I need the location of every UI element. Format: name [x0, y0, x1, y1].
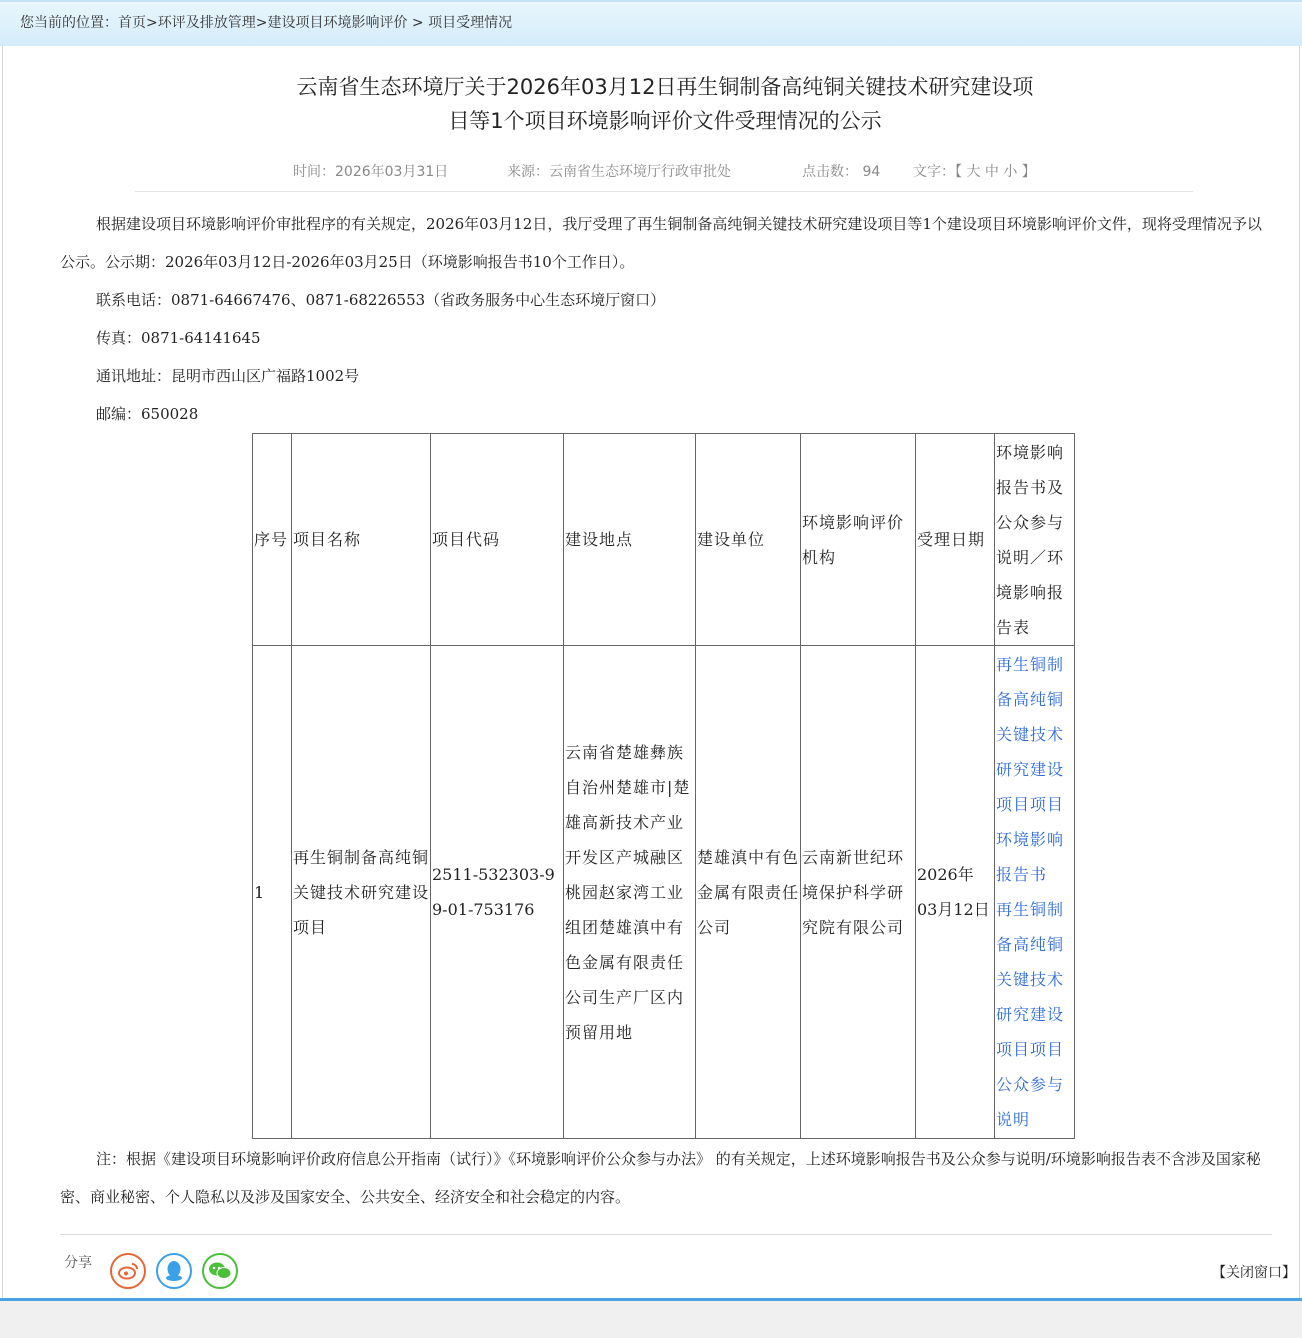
header-cell: 环境影响报告书及公众参与说明／环境影响报告表 [995, 434, 1075, 646]
public-participation-link[interactable]: 再生铜制备高纯铜关键技术研究建设项目项目公众参与说明 [996, 900, 1065, 1129]
construction-unit: 楚雄滇中有色金属有限责任公司 [696, 646, 801, 1139]
page-bottom-bar [0, 1298, 1302, 1338]
share-label: 分享 [64, 1255, 92, 1271]
wechat-icon[interactable] [202, 1253, 238, 1289]
eia-report-link[interactable]: 再生铜制备高纯铜关键技术研究建设项目项目环境影响报告书 [996, 655, 1065, 884]
breadcrumb-prefix: 您当前的位置： [20, 15, 118, 31]
article-meta [135, 158, 1193, 192]
footnote-text: 注：根据《建设项目环境影响评价政府信息公开指南（试行）》《环境影响评价公众参与办法》 的有关规定，上述环境影响报告书及公众参与说明/环境影响报告表不含涉及国家秘密、商业秘密、个人隐私以及涉及国家安全、公共安全、经济安全和社会稳定的内容。 [60, 1150, 1261, 1206]
page-title [240, 70, 1090, 138]
document-links [995, 646, 1075, 1139]
contact-postcode: 邮编：650028 [96, 405, 199, 423]
breadcrumb [0, 0, 1302, 46]
breadcrumb-home-link[interactable]: 首页 [118, 15, 146, 31]
qq-icon[interactable] [156, 1253, 192, 1289]
project-location: 云南省楚雄彝族自治州楚雄市|楚雄高新技术产业开发区产城融区桃园赵家湾工业组团楚雄滇中有色金属有限责任公司生产厂区内预留用地 [564, 646, 696, 1139]
project-name: 再生铜制备高纯铜关键技术研究建设项目 [292, 646, 431, 1139]
footnote [60, 1140, 1275, 1216]
article-body [60, 205, 1270, 433]
breadcrumb-current-link[interactable]: 项目受理情况 [428, 15, 513, 31]
contact-address: 通讯地址：昆明市西山区广福路1002号 [96, 367, 360, 385]
click-count: 点击数： 94 [802, 164, 881, 180]
acceptance-date: 2026年03月12日 [916, 646, 995, 1139]
weibo-icon[interactable] [110, 1253, 146, 1289]
project-table [252, 433, 1075, 1139]
weibo-icon-glyph [117, 1262, 139, 1280]
breadcrumb-separator: > [255, 15, 268, 31]
qq-icon-glyph [164, 1259, 184, 1283]
header-cell: 建设单位 [696, 434, 801, 646]
font-size-selector[interactable]: 文字：【 大 中 小 】 [913, 164, 1036, 180]
contact-phone: 联系电话：0871-64667476、0871-68226553（省政务服务中心生态环境厅窗口） [96, 291, 666, 309]
wechat-icon-glyph [208, 1261, 232, 1281]
publish-time: 时间：2026年03月31日 [293, 164, 449, 180]
breadcrumb-separator: > [146, 15, 158, 31]
header-cell: 建设地点 [564, 434, 696, 646]
contact-fax: 传真：0871-64141645 [96, 329, 261, 347]
header-cell: 序号 [253, 434, 292, 646]
page-title-line2: 目等1个项目环境影响评价文件受理情况的公示 [448, 109, 882, 133]
header-cell: 项目名称 [292, 434, 431, 646]
project-code: 2511-532303-99-01-753176 [431, 646, 564, 1139]
article-source: 来源：云南省生态环境厅行政审批处 [507, 164, 731, 180]
header-cell: 受理日期 [916, 434, 995, 646]
eia-agency: 云南新世纪环境保护科学研究院有限公司 [801, 646, 916, 1139]
breadcrumb-eia-link[interactable]: 环评及排放管理 [157, 15, 256, 31]
divider [60, 1234, 1272, 1235]
breadcrumb-separator: > [407, 15, 429, 31]
table-header-row [253, 434, 1075, 646]
header-cell: 环境影响评价机构 [801, 434, 916, 646]
close-window-link[interactable]: 【关闭窗口】 [1212, 1265, 1296, 1281]
row-number: 1 [253, 646, 292, 1139]
page-title-line1: 云南省生态环境厅关于2026年03月12日再生铜制备高纯铜关键技术研究建设项 [296, 75, 1034, 99]
header-cell: 项目代码 [431, 434, 564, 646]
intro-paragraph: 根据建设项目环境影响评价审批程序的有关规定，2026年03月12日，我厅受理了再生铜制备高纯铜关键技术研究建设项目等1个建设项目环境影响评价文件，现将受理情况予以公示。公示期：2026年03月12日-2026年03月25日（环境影响报告书10个工作日）。 [60, 215, 1262, 271]
table-row [253, 646, 1075, 1139]
breadcrumb-assessment-link[interactable]: 建设项目环境影响评价 [267, 15, 408, 31]
